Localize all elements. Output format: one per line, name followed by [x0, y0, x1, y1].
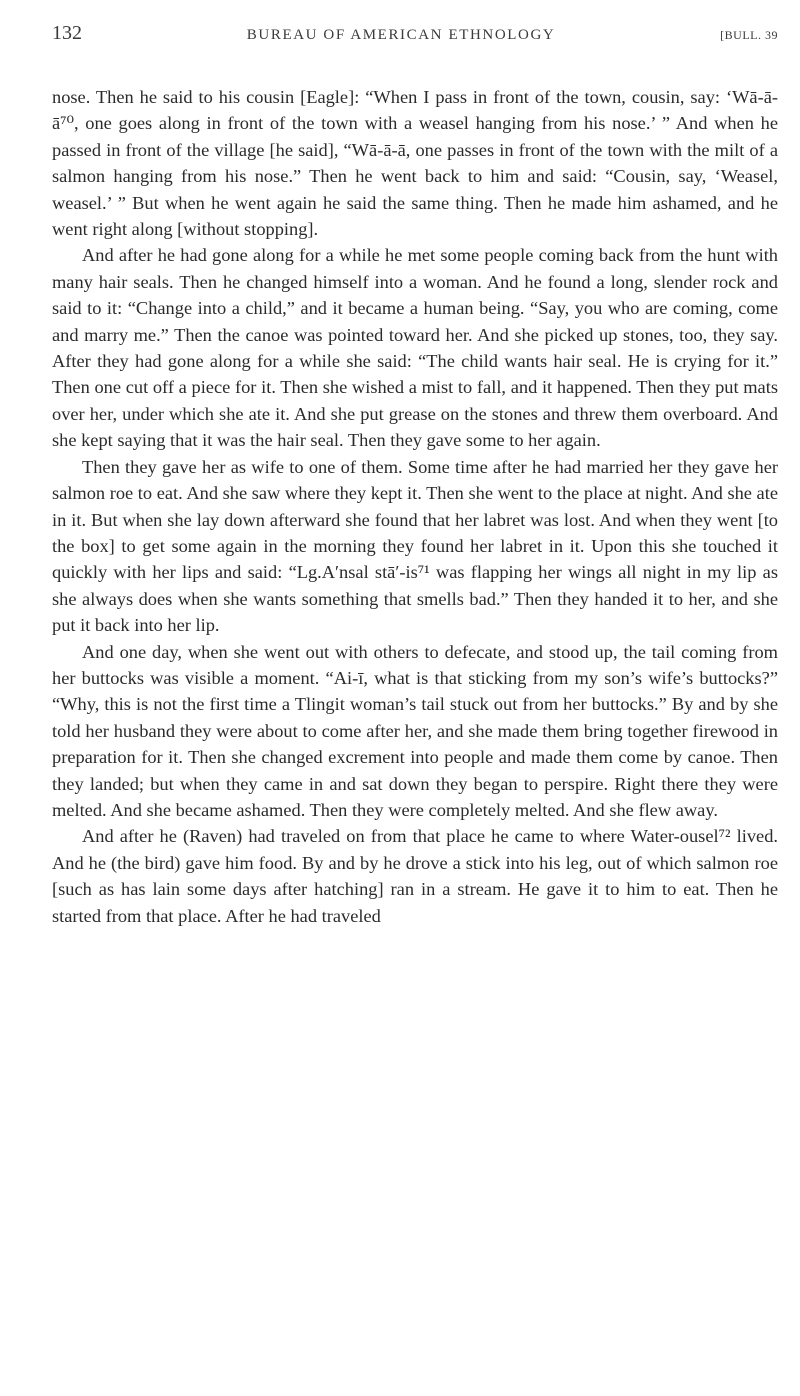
paragraph-2: And after he had gone along for a while he met some people coming back from the hunt with many hair seals. Then he changed himself into a woman. And he found a long, slender rock and said to it: “Change into a child,” and it became a human being. “Say, you who are coming, come and marry me.” Then the canoe was pointed toward her. And she picked up stones, too, they say. After they had gone along for a while she said: “The child wants hair seal. He is crying for it.” Then one cut off a piece for it. Then she wished a mist to fall, and it happened. Then they put mats over her, under which she ate it. And she put grease on the stones and threw them overboard. And she kept saying that it was the hair seal. Then they gave some to her again. — [52, 245, 778, 451]
page-number: 132 — [52, 22, 82, 44]
paragraph-5: And after he (Raven) had traveled on from that place he came to where Water-ousel⁷² lived. And he (the bird) gave him food. By and by he drove a stick into his leg, out of which salmon roe [such as has lain some days after hatching] ran in a stream. He gave it to him to eat. Then he started from that place. After he had traveled — [52, 826, 778, 926]
book-page — [52, 22, 778, 929]
paragraph-4: And one day, when she went out with others to defecate, and stood up, the tail coming from her buttocks was visible a moment. “Ai-ī, what is that sticking from my son’s wife’s buttocks?” “Why, this is not the first time a Tlingit woman’s tail stuck out from her buttocks.” By and by she told her husband they were about to come after her, and she made them bring together firewood in preparation for it. Then she changed excrement into people and made them come by canoe. Then they landed; but when they came in and sat down they began to perspire. Right there they were melted. And she became ashamed. Then they were completely melted. And she flew away. — [52, 641, 778, 820]
running-title: BUREAU OF AMERICAN ETHNOLOGY — [246, 27, 556, 43]
bulletin-label: [BULL. 39 — [720, 28, 778, 42]
body-text — [52, 84, 778, 929]
paragraph-1: nose. Then he said to his cousin [Eagle]: “When I pass in front of the town, cousin, say: ‘Wā-ā-ā⁷⁰, one goes along in front of the town with a weasel hanging from his nose.’ ” And when he passed in front of the village [he said], “Wā-ā-ā, one passes in front of the town with the milt of a salmon hanging from his nose.” Then he went back to him and said: “Cousin, say, ‘Weasel, weasel.’ ” But when he went again he said the same thing. Then he made him ashamed, and he went right along [without stopping]. — [52, 87, 778, 240]
paragraph-3: Then they gave her as wife to one of them. Some time after he had married her they gave her salmon roe to eat. And she saw where they kept it. Then she went to the place at night. And she ate in it. But when she lay down afterward she found that her labret was lost. And when they went [to the box] to get some again in the morning they found her labret in it. Upon this she touched it quickly with her lips and said: “Lg.A′nsal stā′-is⁷¹ was flapping her wings all night in my lip as she always does when she wants something that smells bad.” Then they handed it to her, and she put it back into her lip. — [52, 456, 778, 636]
running-head — [52, 22, 778, 62]
